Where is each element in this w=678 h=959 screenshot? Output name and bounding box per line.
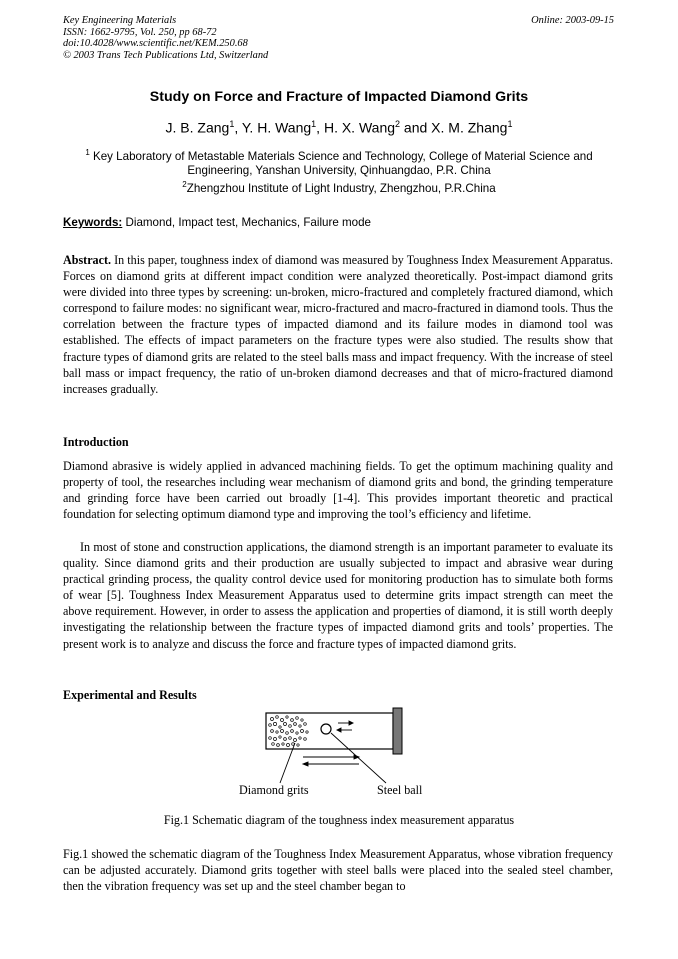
author-name: X. M. Zhang (431, 119, 508, 136)
author-name: H. X. Wang (323, 119, 396, 136)
author-separator: and (400, 119, 432, 136)
experimental-heading: Experimental and Results (63, 688, 197, 702)
figure-label-steel-ball: Steel ball (377, 783, 423, 797)
affiliation-text: Key Laboratory of Metastable Materials Science and Technology, College of Material Science and Engineering, Yanshan University, Qinhuangdao, P.R. China (89, 149, 593, 178)
author-affiliation-mark: 2 (395, 119, 401, 129)
affiliation-mark: 2 (182, 180, 187, 189)
introduction-paragraph-2: In most of stone and construction applications, the diamond strength is an important parameter to evaluate its quality. Since diamond grits and their production are usually subjected to impact and abrasive wear during practical grinding process, the quality control device used for monitoring production has to simulate both forms of wear [5]. Toughness Index Measurement Apparatus used to determine grits impact strength can meet the above requirement. However, in order to assess the application and properties of diamond, it is still worth deeply investigating the relationship between the fracture types of impacted diamond grits and tools’ properties. The present work is to analyze and discuss the force and fracture types of impacted diamond grits. (63, 540, 613, 651)
author-affiliation-mark: 1 (507, 119, 513, 129)
keywords-label: Keywords: (63, 216, 123, 229)
author-list (0, 119, 678, 136)
affiliation-text: Zhengzhou Institute of Light Industry, Zhengzhou, P.R.China (186, 181, 496, 195)
journal-name: Key Engineering Materials (63, 15, 177, 26)
affiliation-mark: 1 (85, 148, 90, 157)
figure-label-diamond-grits: Diamond grits (239, 783, 309, 797)
author-name: Y. H. Wang (241, 119, 312, 136)
journal-header (63, 15, 268, 61)
doi-line[interactable]: doi:10.4028/www.scientific.net/KEM.250.68 (63, 38, 248, 50)
abstract-label: Abstract. (63, 253, 112, 267)
affiliation-2 (0, 180, 678, 195)
introduction-paragraph-1: Diamond abrasive is widely applied in advanced machining fields. To get the optimum machining quality and property of tool, the researches including wear mechanism of diamond grits and bond, the grinding temperature and grinding force have been carried out broadly [1-4]. This provides important theoretic and practical foundation for selecting optimum diamond type and improving the tool’s efficiency and lifetime. (63, 459, 613, 522)
keywords (63, 216, 371, 229)
author-separator: , (234, 119, 242, 136)
author-separator: , (316, 119, 324, 136)
abstract-text: In this paper, toughness index of diamond was measured by Toughness Index Measurement Apparatus. Forces on diamond grits at different impact condition were analyzed theoretically. Post-impact diamond grits were divided into three types by screening: un-broken, micro-fractured and completely fractured diamond, which correspond to failure modes: no significant wear, micro-fractured and macro-fractured in diamond tools. Thus the correlation between the fracture types of impacted diamond and its failure modes in diamond tool was established. The effects of impact parameters on the fracture types were also studied. The results show that fracture types of diamond grits are related to the steel balls mass and impact frequency. With the increase of steel ball mass or impact frequency, the ratio of un-broken diamond decreases and that of micro-fractured diamond increases gradually. (63, 253, 613, 396)
affiliation-1 (63, 146, 615, 179)
figure-caption: Fig.1 Schematic diagram of the toughness index measurement apparatus (163, 813, 515, 827)
issn-line: ISSN: 1662-9795, Vol. 250, pp 68-72 (63, 26, 217, 38)
introduction-heading: Introduction (63, 435, 129, 449)
abstract (63, 252, 613, 397)
experimental-paragraph-1: Fig.1 showed the schematic diagram of the Toughness Index Measurement Apparatus, whose vibration frequency can be adjusted accurately. Diamond grits together with steel balls were placed into the sealed steel chamber, then the vibration frequency was set up and the steel chamber began to (63, 847, 613, 894)
copyright-line: © 2003 Trans Tech Publications Ltd, Switzerland (63, 49, 269, 61)
vibration-arrows-large (303, 755, 359, 766)
online-date: Online: 2003-09-15 (531, 15, 614, 26)
paper-title: Study on Force and Fracture of Impacted Diamond Grits (149, 89, 529, 105)
chamber-end-cap (393, 708, 402, 754)
author-affiliation-mark: 1 (229, 119, 235, 129)
author-affiliation-mark: 1 (311, 119, 317, 129)
steel-ball (321, 724, 331, 734)
keywords-text: Diamond, Impact test, Mechanics, Failure mode (122, 216, 372, 229)
author-name: J. B. Zang (165, 119, 230, 136)
apparatus-schematic (240, 705, 420, 785)
